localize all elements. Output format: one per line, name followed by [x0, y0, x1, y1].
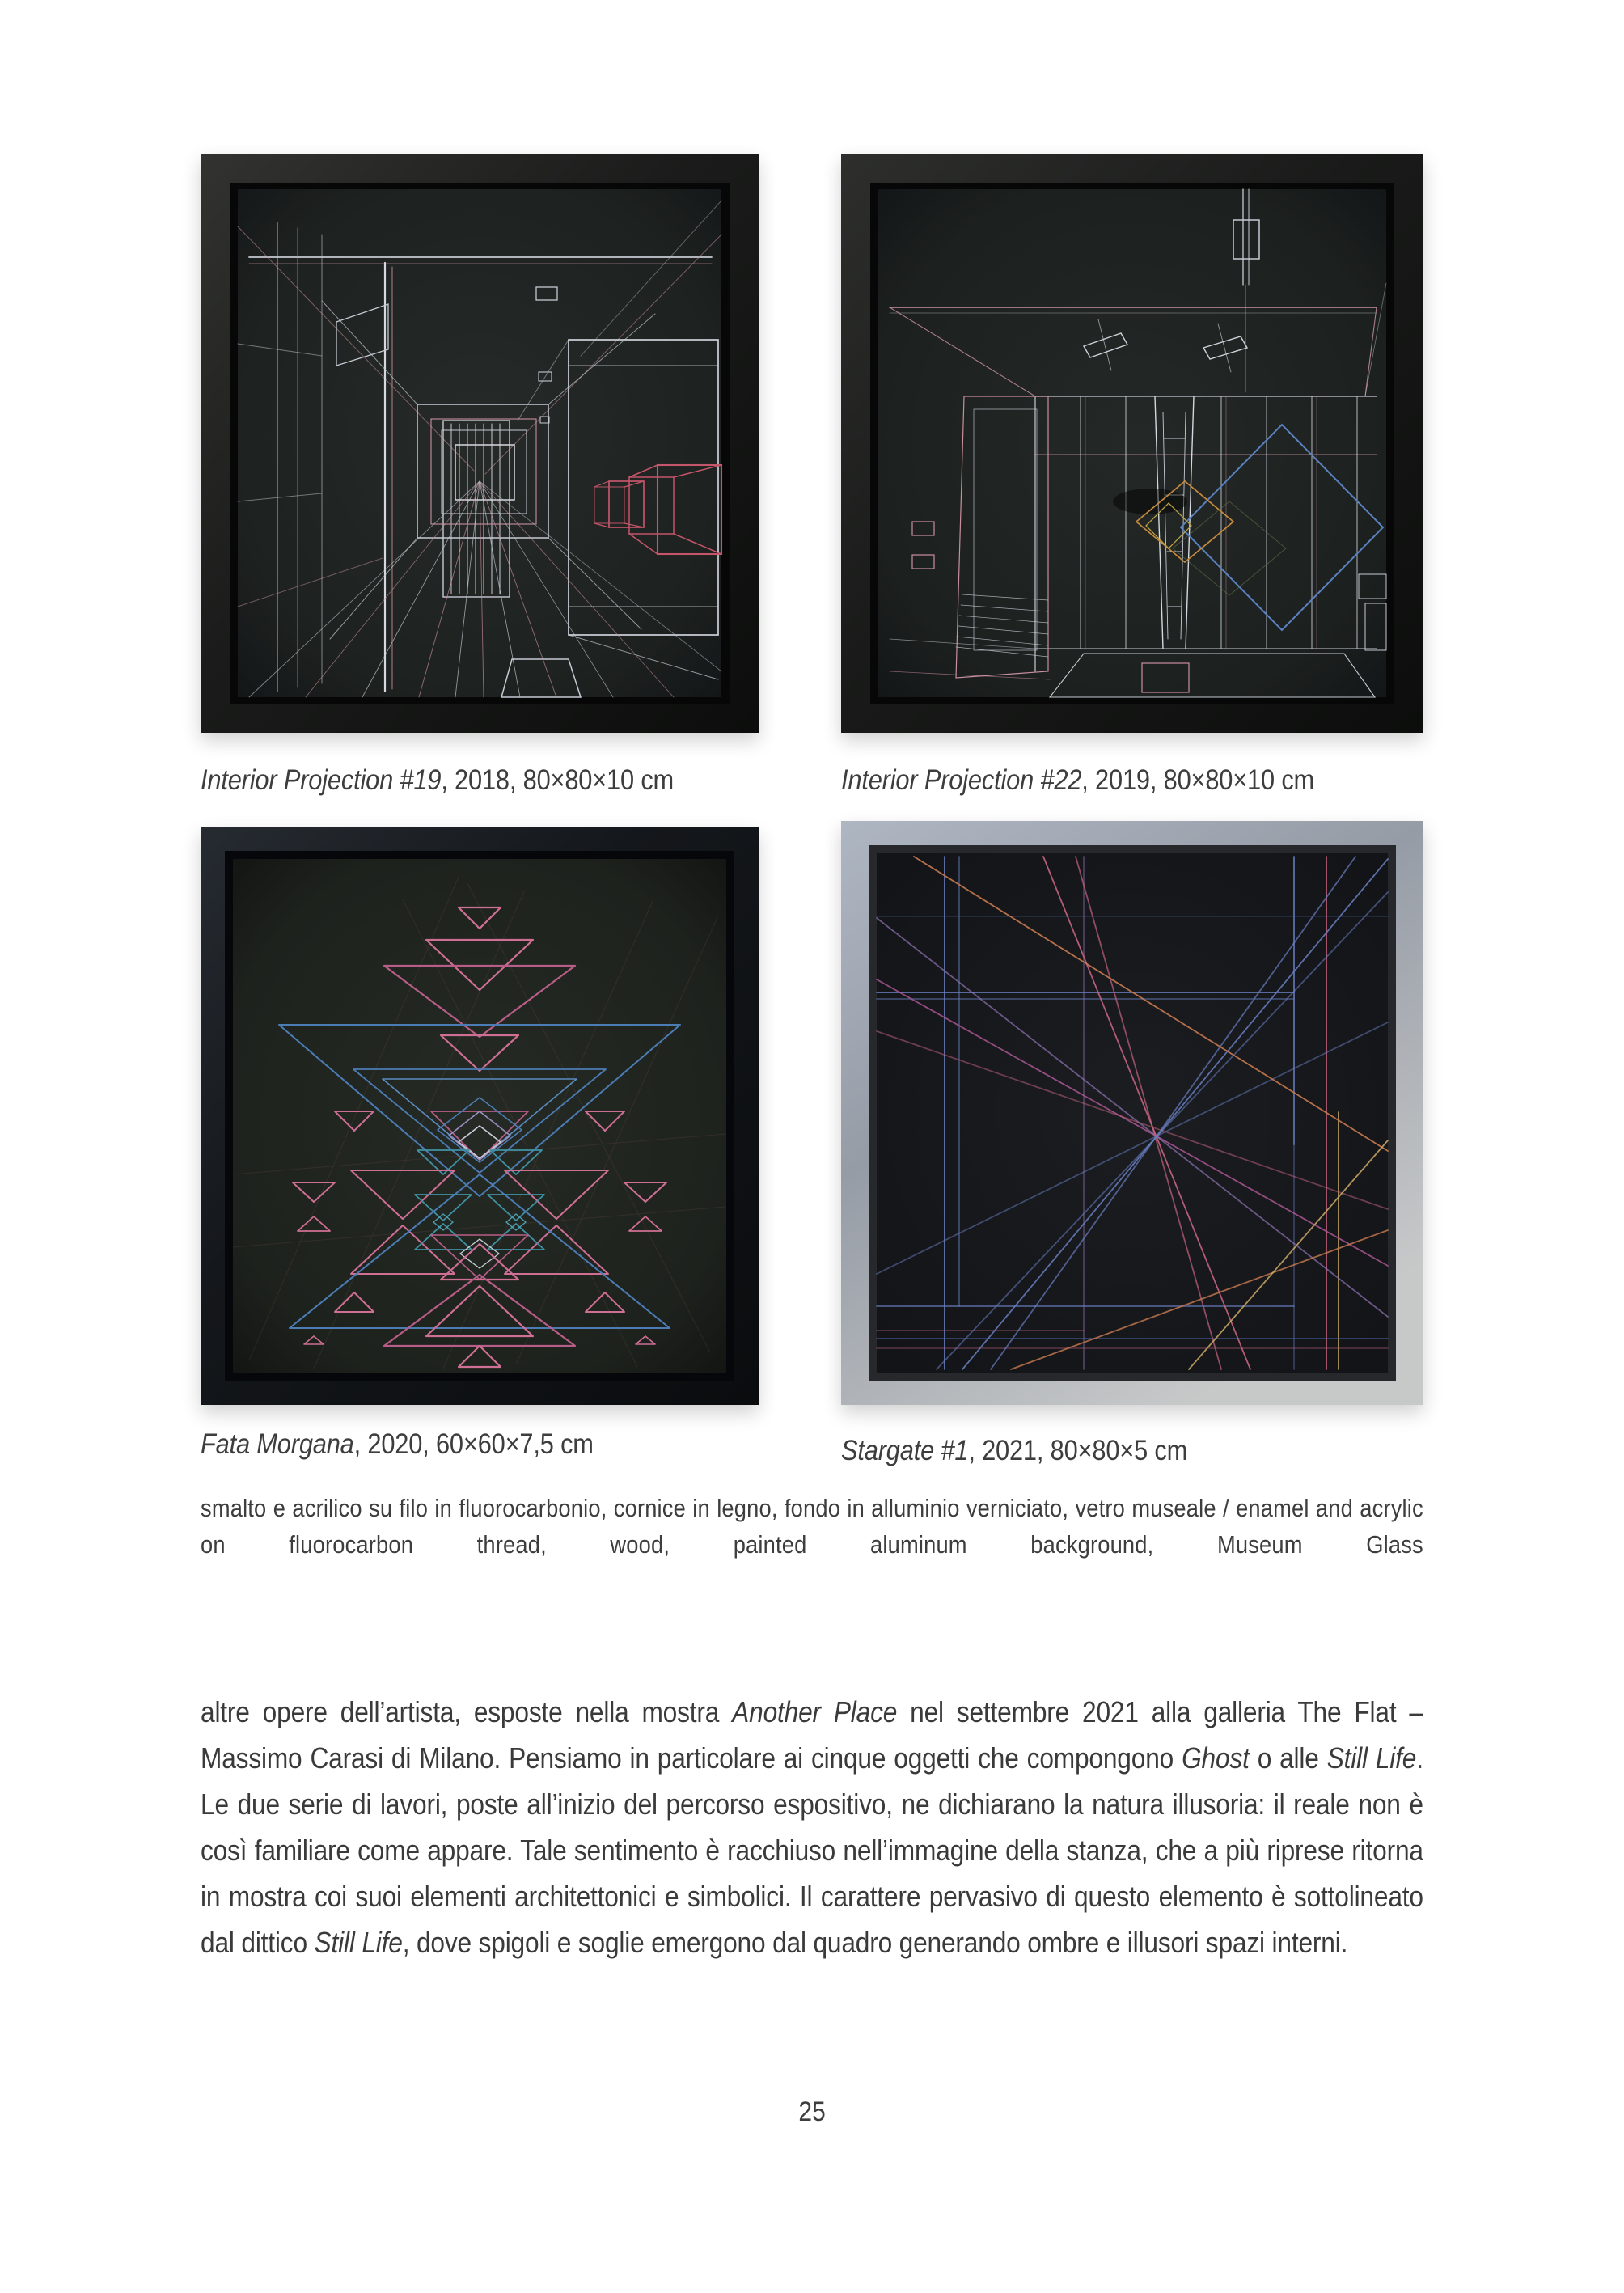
caption-details: , 2019, 80×80×10 cm	[1081, 764, 1315, 796]
body-paragraph: altre opere dell’artista, esposte nella mostra Another Place nel settembre 2021 alla galleria The Flat – Massimo Carasi di Milano. Pensiamo in particolare ai cinque oggetti che compongono Ghost o alle Still Life. Le due serie di lavori, poste all’inizio del percorso espositivo, ne dichiarano la natura illusoria: il reale non è così familiare come appare. Tale sentimento è racchiuso nell’immagine della stanza, che a più riprese ritorna in mostra coi suoi elementi architettonici e simbolici. Il carattere pervasivo di questo elemento è sottolineato dal dittico Still Life, dove spigoli e soglie emergono dal quadro generando ombre e illusori spazi interni.	[201, 1695, 1423, 1959]
artwork-fata-morgana-image	[201, 827, 759, 1405]
caption-title: Fata Morgana	[201, 1428, 354, 1460]
caption-details: , 2020, 60×60×7,5 cm	[353, 1428, 594, 1460]
wireframe-corridor-artwork	[201, 154, 759, 733]
materials-note: smalto e acrilico su filo in fluorocarbonio, cornice in legno, fondo in alluminio verniciato, vetro museale / enamel and acrylic on fluorocarbon thread, wood, painted aluminum background, Museum Glass	[201, 1494, 1423, 1559]
caption-title: Stargate #1	[841, 1435, 969, 1466]
caption-interior-projection-22	[841, 762, 1314, 799]
artwork-interior-projection-22-image	[841, 154, 1423, 733]
artwork-stargate-1-image	[841, 821, 1423, 1405]
artwork-interior-projection-19-image	[201, 154, 759, 733]
wireframe-room-artwork	[841, 154, 1423, 733]
caption-stargate-1	[841, 1432, 1187, 1470]
caption-details: , 2021, 80×80×5 cm	[968, 1435, 1188, 1466]
crossing-lines-artwork	[841, 821, 1423, 1405]
page-number: 25	[798, 2096, 826, 2127]
triangle-totem-artwork	[201, 827, 759, 1405]
caption-title: Interior Projection #22	[841, 764, 1082, 796]
caption-details: , 2018, 80×80×10 cm	[441, 764, 675, 796]
caption-fata-morgana	[201, 1426, 594, 1463]
caption-title: Interior Projection #19	[201, 764, 442, 796]
caption-interior-projection-19	[201, 762, 674, 799]
